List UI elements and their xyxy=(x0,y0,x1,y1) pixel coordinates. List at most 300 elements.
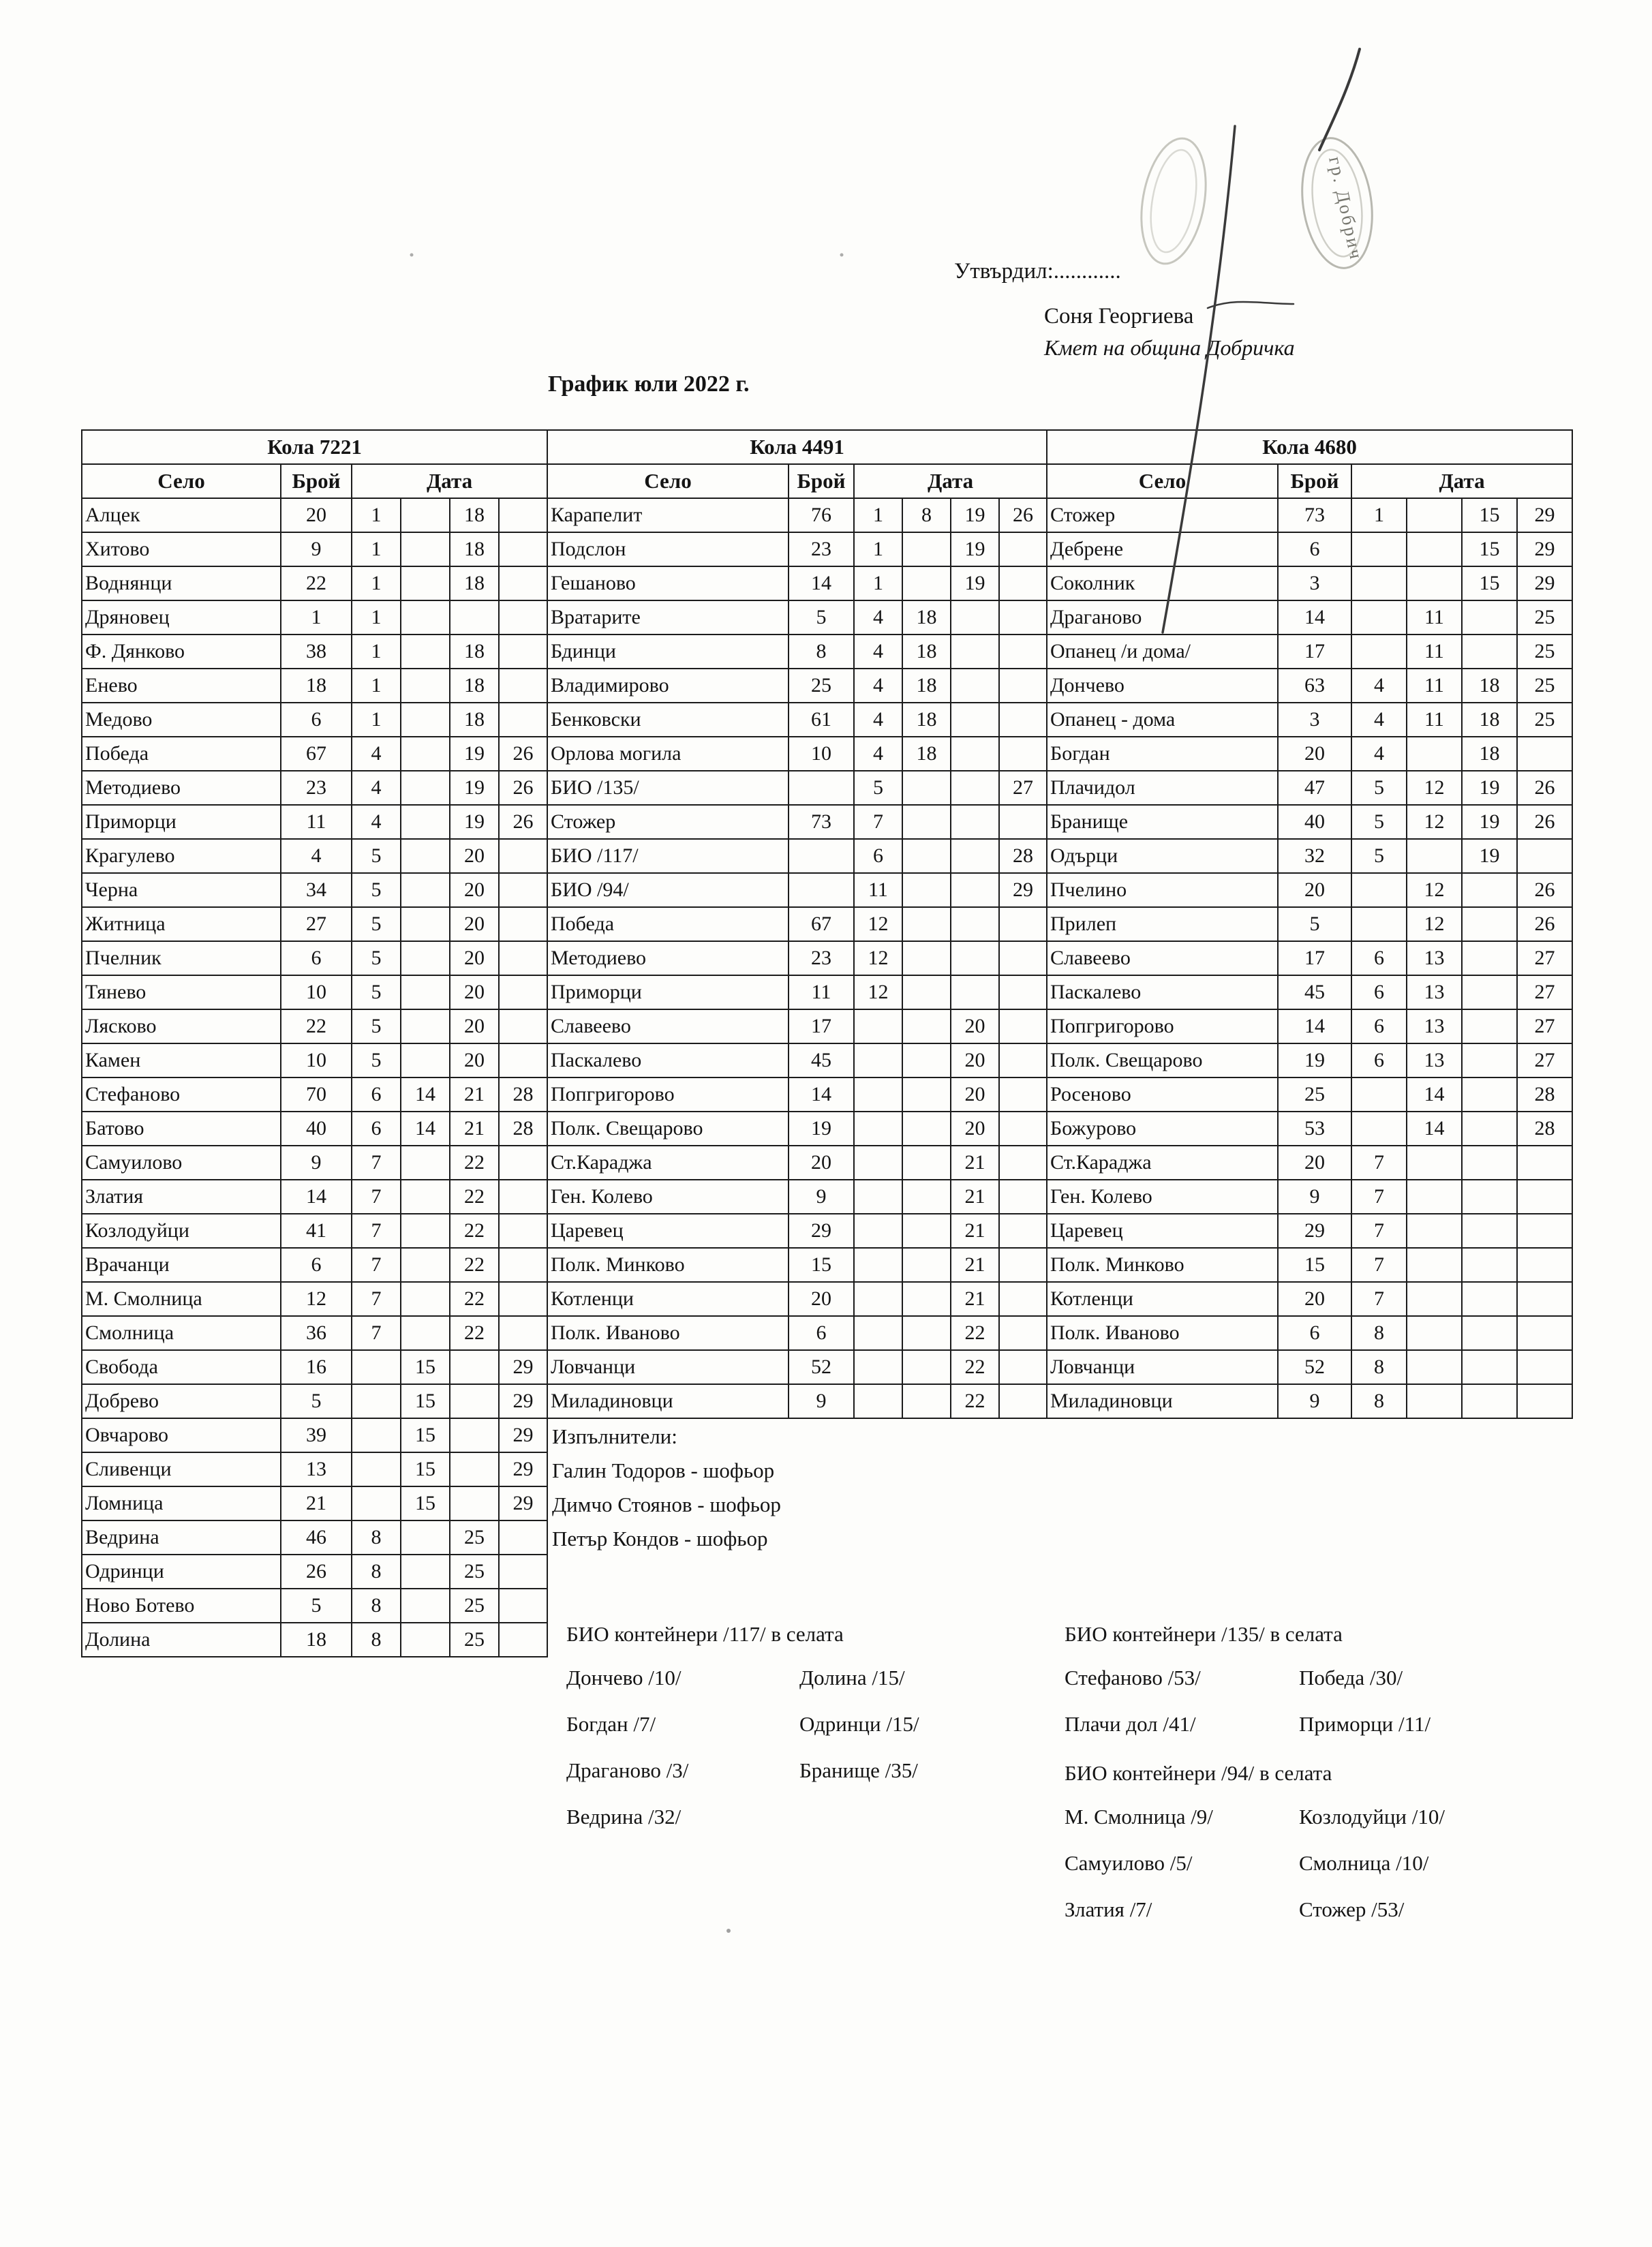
date-cell xyxy=(854,1384,902,1418)
date-cell: 8 xyxy=(902,498,951,532)
date-cell xyxy=(499,1316,547,1350)
date-cell: 22 xyxy=(951,1350,999,1384)
date-cell xyxy=(902,975,951,1009)
date-cell xyxy=(1517,1248,1572,1282)
village-cell: Котленци xyxy=(1047,1282,1278,1316)
bio-item: Богдан /7/ xyxy=(566,1712,656,1736)
date-cell xyxy=(999,1146,1047,1180)
village-cell: Житница xyxy=(82,907,281,941)
date-cell xyxy=(902,771,951,805)
date-cell xyxy=(999,1180,1047,1214)
count-cell: 73 xyxy=(1278,498,1351,532)
table-row xyxy=(82,1009,547,1043)
date-cell xyxy=(401,771,450,805)
date-cell: 15 xyxy=(401,1486,450,1520)
date-cell: 22 xyxy=(951,1384,999,1418)
date-cell: 19 xyxy=(1462,839,1517,873)
date-cell xyxy=(450,1418,499,1452)
date-cell xyxy=(902,907,951,941)
date-cell xyxy=(854,1316,902,1350)
bio-item: Драганово /3/ xyxy=(566,1758,689,1782)
count-cell: 39 xyxy=(281,1418,352,1452)
date-cell: 8 xyxy=(1351,1350,1407,1384)
date-cell: 18 xyxy=(902,669,951,703)
date-cell: 12 xyxy=(854,975,902,1009)
count-cell: 10 xyxy=(789,737,854,771)
date-cell: 21 xyxy=(951,1180,999,1214)
village-cell: Тянево xyxy=(82,975,281,1009)
table-row xyxy=(82,703,547,737)
date-cell: 25 xyxy=(450,1555,499,1589)
round-stamp-right-icon xyxy=(1294,134,1380,273)
count-cell: 20 xyxy=(789,1146,854,1180)
village-cell: Камен xyxy=(82,1043,281,1077)
village-cell: Попгригорово xyxy=(1047,1009,1278,1043)
date-cell: 4 xyxy=(854,600,902,635)
date-cell xyxy=(902,1077,951,1112)
date-cell: 1 xyxy=(352,600,401,635)
village-cell: Славеево xyxy=(547,1009,789,1043)
date-cell: 4 xyxy=(352,771,401,805)
table-row xyxy=(1047,737,1572,771)
village-cell: Одринци xyxy=(82,1555,281,1589)
count-cell: 70 xyxy=(281,1077,352,1112)
date-cell: 20 xyxy=(951,1077,999,1112)
table-row xyxy=(1047,1214,1572,1248)
date-cell xyxy=(1462,873,1517,907)
date-cell xyxy=(499,1043,547,1077)
village-cell: Самуилово xyxy=(82,1146,281,1180)
village-cell: Свобода xyxy=(82,1350,281,1384)
date-cell: 6 xyxy=(352,1112,401,1146)
date-cell: 25 xyxy=(450,1589,499,1623)
table-row xyxy=(82,941,547,975)
village-cell: Ст.Караджа xyxy=(547,1146,789,1180)
count-cell: 9 xyxy=(281,532,352,566)
table-row xyxy=(547,771,1047,805)
count-cell: 9 xyxy=(1278,1180,1351,1214)
count-cell xyxy=(789,839,854,873)
table-row xyxy=(82,737,547,771)
date-cell: 14 xyxy=(1407,1077,1462,1112)
table-row xyxy=(1047,635,1572,669)
date-cell xyxy=(902,1316,951,1350)
date-cell xyxy=(401,1520,450,1555)
count-cell: 12 xyxy=(281,1282,352,1316)
date-cell: 19 xyxy=(450,771,499,805)
count-cell: 14 xyxy=(789,566,854,600)
date-cell xyxy=(854,1077,902,1112)
count-cell: 14 xyxy=(1278,1009,1351,1043)
count-cell xyxy=(789,771,854,805)
count-cell: 13 xyxy=(281,1452,352,1486)
table-row xyxy=(1047,1009,1572,1043)
village-cell: Полк. Иваново xyxy=(547,1316,789,1350)
table-row xyxy=(82,805,547,839)
village-cell: Сливенци xyxy=(82,1452,281,1486)
bio-item: Приморци /11/ xyxy=(1299,1712,1431,1736)
date-cell: 29 xyxy=(1517,532,1572,566)
date-cell xyxy=(450,1350,499,1384)
date-cell: 5 xyxy=(854,771,902,805)
table-row xyxy=(82,600,547,635)
date-cell xyxy=(1517,1282,1572,1316)
table-row xyxy=(82,566,547,600)
table-row xyxy=(547,737,1047,771)
date-cell: 26 xyxy=(499,771,547,805)
bio-item: Стефаново /53/ xyxy=(1065,1666,1201,1690)
count-cell: 32 xyxy=(1278,839,1351,873)
village-cell: Ген. Колево xyxy=(547,1180,789,1214)
table-row xyxy=(82,907,547,941)
date-cell xyxy=(951,703,999,737)
count-cell: 29 xyxy=(1278,1214,1351,1248)
table-row xyxy=(82,1486,547,1520)
date-cell xyxy=(854,1146,902,1180)
village-cell: Ловчанци xyxy=(547,1350,789,1384)
date-cell: 11 xyxy=(1407,635,1462,669)
date-cell: 13 xyxy=(1407,941,1462,975)
table-row xyxy=(82,1180,547,1214)
date-cell: 18 xyxy=(1462,737,1517,771)
village-cell: М. Смолница xyxy=(82,1282,281,1316)
count-cell: 20 xyxy=(281,498,352,532)
date-cell: 5 xyxy=(1351,839,1407,873)
village-cell: Крагулево xyxy=(82,839,281,873)
date-cell: 1 xyxy=(352,498,401,532)
count-cell: 17 xyxy=(789,1009,854,1043)
date-cell xyxy=(499,1248,547,1282)
table-row xyxy=(547,1282,1047,1316)
date-cell xyxy=(499,1555,547,1589)
table-row xyxy=(547,600,1047,635)
date-cell xyxy=(902,1248,951,1282)
date-cell: 1 xyxy=(352,703,401,737)
date-cell: 19 xyxy=(1462,771,1517,805)
count-cell: 6 xyxy=(281,941,352,975)
date-cell: 26 xyxy=(1517,805,1572,839)
table-row xyxy=(82,975,547,1009)
table-row xyxy=(547,1112,1047,1146)
date-cell: 12 xyxy=(854,941,902,975)
date-cell: 20 xyxy=(450,1009,499,1043)
schedule-table-kola-4680 xyxy=(1046,429,1573,1419)
table-row xyxy=(1047,941,1572,975)
date-cell xyxy=(902,1112,951,1146)
village-cell: Прилеп xyxy=(1047,907,1278,941)
date-cell xyxy=(1462,1384,1517,1418)
schedule-table-kola-7221 xyxy=(81,429,548,1657)
date-cell xyxy=(902,1146,951,1180)
table-row xyxy=(82,669,547,703)
date-cell xyxy=(1351,532,1407,566)
date-cell xyxy=(1517,1146,1572,1180)
count-cell: 9 xyxy=(281,1146,352,1180)
date-cell: 18 xyxy=(902,600,951,635)
village-cell: Одърци xyxy=(1047,839,1278,873)
village-cell: Драганово xyxy=(1047,600,1278,635)
date-cell: 6 xyxy=(1351,941,1407,975)
count-column-header: Брой xyxy=(789,464,854,498)
date-cell xyxy=(902,873,951,907)
date-cell xyxy=(902,1043,951,1077)
date-cell: 6 xyxy=(854,839,902,873)
date-cell: 22 xyxy=(450,1180,499,1214)
count-cell: 5 xyxy=(281,1384,352,1418)
date-cell xyxy=(401,1146,450,1180)
signature-stroke-tail xyxy=(1208,302,1294,308)
village-cell: Дебрене xyxy=(1047,532,1278,566)
date-cell xyxy=(999,1350,1047,1384)
village-cell: Полк. Минково xyxy=(547,1248,789,1282)
date-cell xyxy=(499,975,547,1009)
date-cell xyxy=(401,805,450,839)
table-row xyxy=(547,941,1047,975)
date-cell: 27 xyxy=(1517,941,1572,975)
bio-containers-135-block xyxy=(1065,1622,1585,1758)
date-cell: 12 xyxy=(1407,873,1462,907)
date-cell xyxy=(499,1282,547,1316)
date-cell: 28 xyxy=(499,1077,547,1112)
date-cell: 4 xyxy=(854,703,902,737)
village-cell: Миладиновци xyxy=(1047,1384,1278,1418)
date-cell xyxy=(902,941,951,975)
date-cell xyxy=(999,566,1047,600)
date-cell xyxy=(902,1384,951,1418)
date-cell: 6 xyxy=(1351,1009,1407,1043)
date-cell: 1 xyxy=(352,669,401,703)
bio-item: М. Смолница /9/ xyxy=(1065,1805,1213,1829)
date-cell: 18 xyxy=(450,669,499,703)
date-cell xyxy=(499,907,547,941)
date-cell: 4 xyxy=(352,737,401,771)
date-cell xyxy=(499,566,547,600)
table-row xyxy=(1047,1316,1572,1350)
bio-item: Долина /15/ xyxy=(799,1666,905,1690)
date-cell xyxy=(1462,1077,1517,1112)
date-cell: 19 xyxy=(951,498,999,532)
village-cell: Бранище xyxy=(1047,805,1278,839)
table-row xyxy=(82,1350,547,1384)
date-cell xyxy=(401,1043,450,1077)
date-cell: 13 xyxy=(1407,975,1462,1009)
date-cell xyxy=(951,975,999,1009)
date-cell xyxy=(499,839,547,873)
table-row xyxy=(1047,532,1572,566)
table-row xyxy=(82,1623,547,1657)
date-cell: 11 xyxy=(1407,600,1462,635)
date-cell xyxy=(499,941,547,975)
date-cell: 5 xyxy=(352,839,401,873)
village-cell: Плачидол xyxy=(1047,771,1278,805)
count-cell: 18 xyxy=(281,1623,352,1657)
date-cell xyxy=(1407,1180,1462,1214)
date-cell xyxy=(401,532,450,566)
bio-item xyxy=(799,1805,1086,1851)
date-cell: 20 xyxy=(450,839,499,873)
date-cell xyxy=(1351,1112,1407,1146)
car-number-header: Кола 7221 xyxy=(82,430,547,464)
village-cell: Алцек xyxy=(82,498,281,532)
table-row xyxy=(82,771,547,805)
executors-label: Изпълнители: xyxy=(552,1424,677,1448)
count-cell: 9 xyxy=(789,1180,854,1214)
bio-item: Ведрина /32/ xyxy=(566,1805,682,1829)
date-cell xyxy=(999,1214,1047,1248)
count-cell: 67 xyxy=(789,907,854,941)
count-cell: 15 xyxy=(1278,1248,1351,1282)
count-cell: 20 xyxy=(789,1282,854,1316)
village-cell: Стожер xyxy=(547,805,789,839)
count-cell: 20 xyxy=(1278,1146,1351,1180)
date-cell: 20 xyxy=(450,975,499,1009)
date-cell xyxy=(499,703,547,737)
date-cell: 20 xyxy=(450,907,499,941)
table-row xyxy=(82,532,547,566)
count-cell: 23 xyxy=(789,941,854,975)
count-cell: 11 xyxy=(281,805,352,839)
village-cell: Ново Ботево xyxy=(82,1589,281,1623)
executor-item: Галин Тодоров - шофьор xyxy=(552,1458,775,1482)
count-cell: 11 xyxy=(789,975,854,1009)
table-row xyxy=(1047,1180,1572,1214)
date-cell xyxy=(401,941,450,975)
bio-94-title: БИО контейнери /94/ в селата xyxy=(1065,1761,1332,1785)
village-cell: Златия xyxy=(82,1180,281,1214)
date-cell: 1 xyxy=(352,635,401,669)
date-cell: 22 xyxy=(450,1316,499,1350)
date-cell: 20 xyxy=(450,873,499,907)
village-cell: Долина xyxy=(82,1623,281,1657)
bio-item: Плачи дол /41/ xyxy=(1065,1712,1196,1736)
village-cell: Ст.Караджа xyxy=(1047,1146,1278,1180)
table-row xyxy=(547,1316,1047,1350)
date-cell xyxy=(902,1180,951,1214)
date-cell xyxy=(401,1316,450,1350)
village-cell: Карапелит xyxy=(547,498,789,532)
date-cell: 7 xyxy=(352,1248,401,1282)
count-cell: 47 xyxy=(1278,771,1351,805)
date-cell: 8 xyxy=(352,1555,401,1589)
date-column-header: Дата xyxy=(352,464,547,498)
count-cell: 15 xyxy=(789,1248,854,1282)
village-cell: Полк. Минково xyxy=(1047,1248,1278,1282)
date-cell xyxy=(1351,635,1407,669)
date-cell xyxy=(902,1214,951,1248)
table-row xyxy=(1047,1146,1572,1180)
village-cell: Орлова могила xyxy=(547,737,789,771)
village-cell: Стожер xyxy=(1047,498,1278,532)
date-cell: 5 xyxy=(352,873,401,907)
date-cell: 18 xyxy=(450,498,499,532)
date-cell xyxy=(401,600,450,635)
village-cell: Полк. Свещарово xyxy=(1047,1043,1278,1077)
date-cell xyxy=(401,1282,450,1316)
date-cell: 8 xyxy=(352,1520,401,1555)
village-cell: Паскалево xyxy=(547,1043,789,1077)
date-cell: 19 xyxy=(951,532,999,566)
date-cell: 21 xyxy=(450,1077,499,1112)
village-cell: Дончево xyxy=(1047,669,1278,703)
count-column-header: Брой xyxy=(1278,464,1351,498)
table-row xyxy=(82,839,547,873)
date-cell: 7 xyxy=(1351,1282,1407,1316)
village-cell: Пчелник xyxy=(82,941,281,975)
date-cell xyxy=(902,839,951,873)
count-cell: 76 xyxy=(789,498,854,532)
date-cell xyxy=(999,1112,1047,1146)
date-cell xyxy=(902,1350,951,1384)
village-cell: Приморци xyxy=(547,975,789,1009)
date-cell xyxy=(902,805,951,839)
table-row xyxy=(547,907,1047,941)
table-row xyxy=(82,635,547,669)
date-cell xyxy=(499,669,547,703)
village-cell: Богдан xyxy=(1047,737,1278,771)
village-cell: Владимирово xyxy=(547,669,789,703)
date-cell xyxy=(1351,907,1407,941)
table-row xyxy=(1047,1077,1572,1112)
date-cell xyxy=(999,1282,1047,1316)
village-cell: Черна xyxy=(82,873,281,907)
count-cell: 3 xyxy=(1278,566,1351,600)
date-cell: 18 xyxy=(450,635,499,669)
date-cell: 15 xyxy=(1462,498,1517,532)
date-cell xyxy=(854,1214,902,1248)
table-row xyxy=(547,975,1047,1009)
date-cell xyxy=(1407,1146,1462,1180)
date-cell: 15 xyxy=(1462,532,1517,566)
table-row xyxy=(82,498,547,532)
date-cell: 7 xyxy=(1351,1180,1407,1214)
date-cell: 4 xyxy=(352,805,401,839)
table-row xyxy=(82,1112,547,1146)
date-cell: 19 xyxy=(1462,805,1517,839)
village-cell: Попгригорово xyxy=(547,1077,789,1112)
date-cell: 21 xyxy=(951,1146,999,1180)
date-cell xyxy=(499,1589,547,1623)
date-cell: 6 xyxy=(1351,975,1407,1009)
date-cell xyxy=(1351,873,1407,907)
date-cell: 15 xyxy=(401,1384,450,1418)
date-cell xyxy=(1462,1350,1517,1384)
car-number-header: Кола 4491 xyxy=(547,430,1047,464)
date-cell xyxy=(999,907,1047,941)
date-cell: 11 xyxy=(1407,703,1462,737)
date-cell xyxy=(401,1555,450,1589)
table-row xyxy=(82,1043,547,1077)
date-cell: 29 xyxy=(499,1486,547,1520)
date-cell xyxy=(1462,1282,1517,1316)
date-cell xyxy=(1462,1214,1517,1248)
date-cell xyxy=(1407,566,1462,600)
count-cell: 45 xyxy=(1278,975,1351,1009)
date-cell: 20 xyxy=(951,1043,999,1077)
date-cell: 5 xyxy=(352,907,401,941)
date-cell: 20 xyxy=(450,941,499,975)
date-cell: 15 xyxy=(1462,566,1517,600)
bio-item: Козлодуйци /10/ xyxy=(1299,1805,1445,1829)
date-cell xyxy=(499,635,547,669)
table-row xyxy=(1047,975,1572,1009)
date-cell: 27 xyxy=(1517,1009,1572,1043)
date-cell: 11 xyxy=(1407,669,1462,703)
date-cell: 7 xyxy=(352,1282,401,1316)
date-cell xyxy=(854,1350,902,1384)
count-cell: 23 xyxy=(789,532,854,566)
date-cell: 22 xyxy=(450,1282,499,1316)
table-row xyxy=(547,1384,1047,1418)
